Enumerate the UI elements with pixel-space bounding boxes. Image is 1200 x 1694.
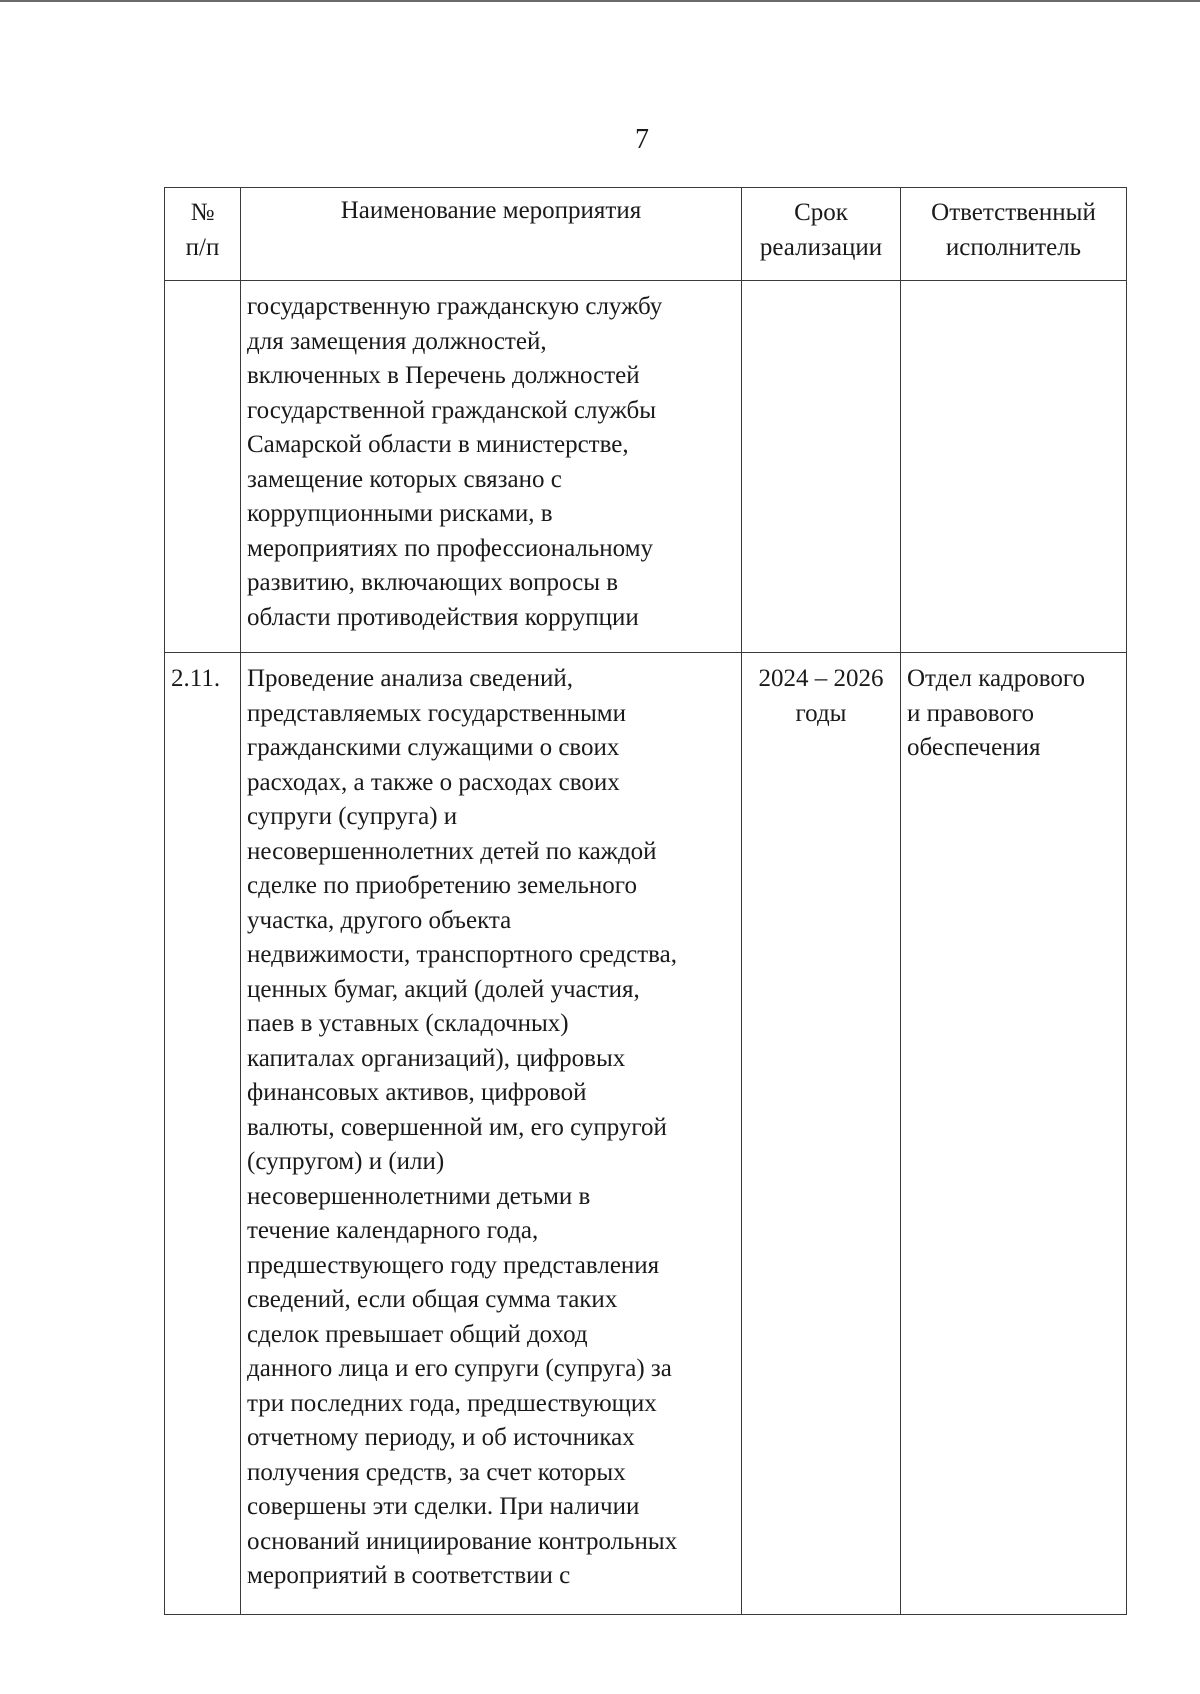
text-line: развитию, включающих вопросы в	[247, 569, 619, 596]
text-line: мероприятий в соответствии с	[247, 1562, 571, 1589]
header-term	[742, 188, 901, 281]
text-line: несовершеннолетними детьми в	[247, 1182, 591, 1210]
text-line: участка, другого объекта	[247, 906, 512, 934]
text-line: три последних года, предшествующих	[247, 1389, 657, 1417]
text-line: несовершеннолетних детей по каждой	[247, 837, 657, 865]
text-line: паев в уставных (складочных)	[247, 1010, 569, 1037]
text-line: коррупционными рисками, в	[247, 500, 553, 527]
text-line: сделок превышает общий доход	[247, 1320, 588, 1348]
cell-term	[742, 653, 901, 1615]
cell-number	[165, 281, 241, 653]
text-line: Самарской области в министерстве,	[247, 431, 629, 458]
cell-number: 2.11.	[165, 653, 241, 1615]
table-row	[165, 281, 1127, 653]
text-line: валюты, совершенной им, его супругой	[247, 1113, 667, 1141]
text-line: данного лица и его супруги (супруга) за	[247, 1355, 672, 1382]
header-line: Наименование мероприятия	[340, 197, 642, 224]
header-line: реализации	[759, 233, 883, 261]
cell-term	[742, 281, 901, 653]
text-line: сделке по приобретению земельного	[247, 872, 637, 899]
text-line: получения средств, за счет которых	[247, 1458, 626, 1486]
header-line: исполнитель	[945, 233, 1082, 261]
text-line: недвижимости, транспортного средства,	[247, 941, 678, 968]
text-line: области противодействия коррупции	[247, 603, 639, 631]
text-line: годы	[795, 699, 847, 727]
text-line: сведений, если общая сумма таких	[247, 1286, 618, 1313]
text-line: (супругом) и (или)	[247, 1148, 445, 1175]
text-line: ценных бумаг, акций (долей участия,	[247, 975, 640, 1003]
text-line: совершены эти сделки. При наличии	[247, 1493, 640, 1520]
page-number: 7	[635, 124, 649, 155]
text-line: включенных в Перечень должностей	[247, 362, 640, 389]
text-line: 2024 – 2026	[758, 665, 884, 692]
text-line: для замещения должностей,	[247, 327, 547, 355]
header-line: №	[190, 199, 215, 226]
text-line: капиталах организаций), цифровых	[247, 1044, 626, 1072]
header-line: Срок	[794, 199, 848, 226]
text-line: оснований инициирование контрольных	[247, 1527, 678, 1555]
text-line: обеспечения	[907, 734, 1041, 761]
text-line: Отдел кадрового	[907, 665, 1086, 692]
text-line: расходах, а также о расходах своих	[247, 768, 620, 796]
header-line: п/п	[185, 233, 220, 261]
cell-responsible	[901, 653, 1127, 1615]
cell-measure-name	[241, 653, 742, 1615]
text-line: предшествующего году представления	[247, 1251, 660, 1279]
text-line: течение календарного года,	[247, 1217, 539, 1244]
table-row	[165, 653, 1127, 1615]
header-number	[165, 188, 241, 281]
text-line: супруги (супруга) и	[247, 803, 458, 830]
text-line: отчетному периоду, и об источниках	[247, 1424, 635, 1451]
cell-responsible	[901, 281, 1127, 653]
text-line: государственной гражданской службы	[247, 396, 657, 424]
text-line: замещение которых связано с	[247, 465, 562, 493]
header-line: Ответственный	[931, 199, 1096, 226]
measures-table	[164, 187, 1127, 1615]
text-line: и правового	[907, 699, 1035, 727]
page-top-edge	[0, 0, 1200, 2]
text-line: гражданскими служащими о своих	[247, 734, 620, 761]
cell-measure-name	[241, 281, 742, 653]
text-line: государственную гражданскую службу	[247, 293, 663, 320]
text-line: Проведение анализа сведений,	[247, 665, 573, 692]
header-responsible	[901, 188, 1127, 281]
text-line: представляемых государственными	[247, 699, 626, 727]
text-line: финансовых активов, цифровой	[247, 1079, 587, 1106]
text-line: мероприятиях по профессиональному	[247, 534, 654, 562]
header-measure-name	[241, 188, 742, 281]
table-header-row	[165, 188, 1127, 281]
